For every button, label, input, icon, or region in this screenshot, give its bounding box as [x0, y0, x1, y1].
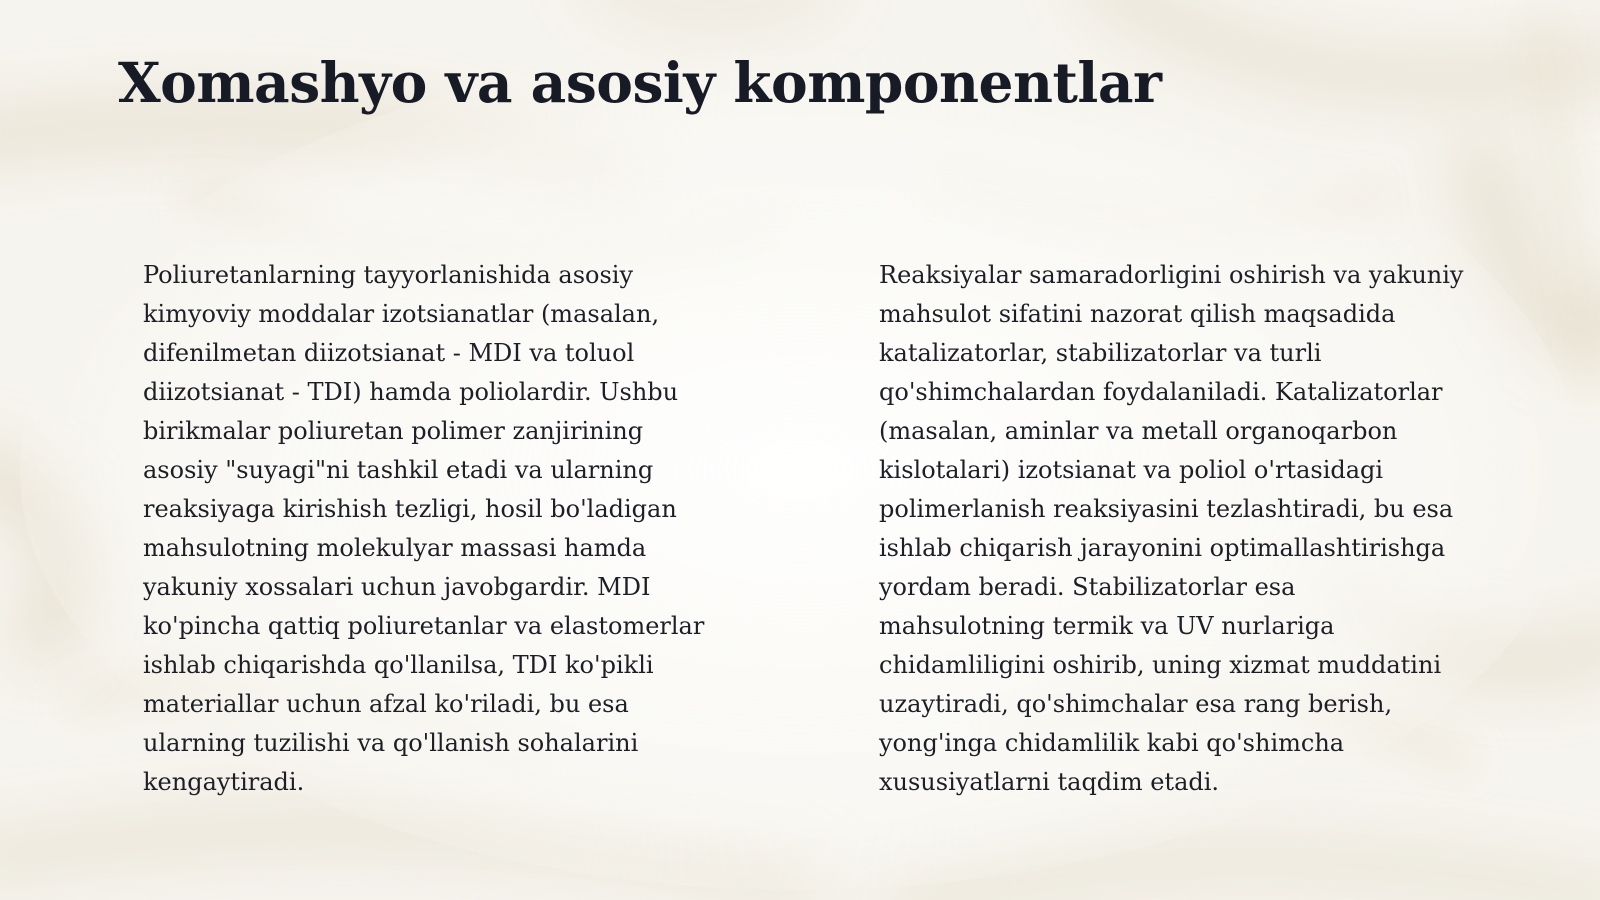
slide-title: Xomashyo va asosiy komponentlar	[118, 50, 1162, 115]
right-paragraph: Reaksiyalar samaradorligini oshirish va yakuniy mahsulot sifatini nazorat qilish maqsadida katalizatorlar, stabilizatorlar va turli qo'shimchalardan foydalaniladi. Katalizatorlar (masalan, aminlar va metall organoqarbon kislotalari) izotsianat va poliol o'rtasidagi polimerlanish reaksiyasini tezlashtiradi, bu esa ishlab chiqarish jarayonini optimallashtirishga yordam beradi. Stabilizatorlar esa mahsulotning termik va UV nurlariga chidamliligini oshirib, uning xizmat muddatini uzaytiradi, qo'shimchalar esa rang berish, yong'inga chidamlilik kabi qo'shimcha xususiyatlarni taqdim etadi.	[879, 261, 1464, 796]
left-paragraph: Poliuretanlarning tayyorlanishida asosiy kimyoviy moddalar izotsianatlar (masalan, difenilmetan diizotsianat - MDI va toluol diizotsianat - TDI) hamda poliolardir. Ushbu birikmalar poliuretan polimer zanjirining asosiy "suyagi"ni tashkil etadi va ularning reaksiyaga kirishish tezligi, hosil bo'ladigan mahsulotning molekulyar massasi hamda yakuniy xossalari uchun javobgardir. MDI ko'pincha qattiq poliuretanlar va elastomerlar ishlab chiqarishda qo'llanilsa, TDI ko'pikli materiallar uchun afzal ko'riladi, bu esa ularning tuzilishi va qo'llanish sohalarini kengaytiradi.	[143, 261, 705, 796]
